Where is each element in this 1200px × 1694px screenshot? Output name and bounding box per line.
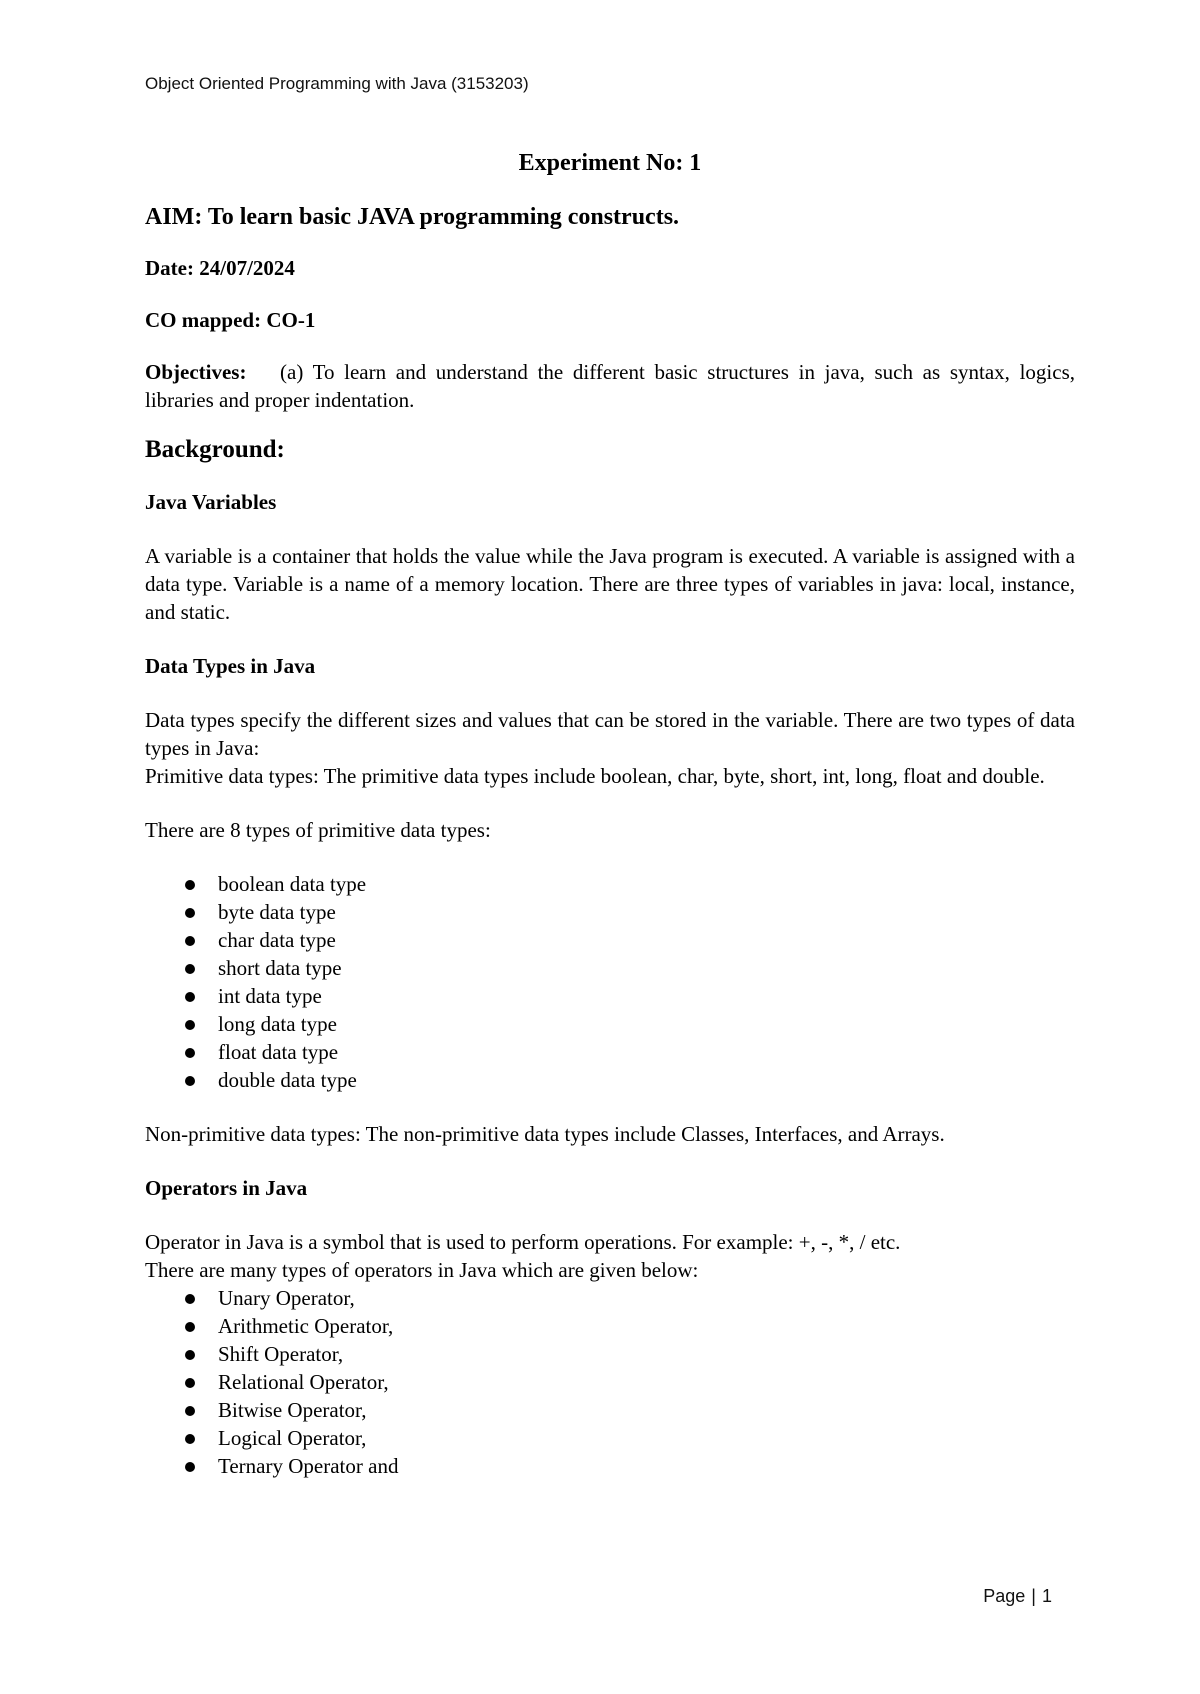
- operators-list: [145, 1284, 1075, 1480]
- bullet-icon: [185, 964, 195, 974]
- list-item: Unary Operator,: [145, 1284, 1075, 1312]
- objectives-text: (a) To learn and understand the different basic structures in java, such as syntax, logics, libraries and proper indentation.: [145, 360, 1075, 412]
- bullet-icon: [185, 992, 195, 1002]
- list-item: Logical Operator,: [145, 1424, 1075, 1452]
- list-item: Shift Operator,: [145, 1340, 1075, 1368]
- bullet-icon: [185, 936, 195, 946]
- primitive-types-list: [145, 870, 1075, 1094]
- bullet-icon: [185, 1462, 195, 1472]
- non-primitive-paragraph: Non-primitive data types: The non-primitive data types include Classes, Interfaces, and Arrays.: [145, 1122, 945, 1146]
- list-item: Ternary Operator and: [145, 1452, 1075, 1480]
- operators-line-2: There are many types of operators in Java which are given below:: [145, 1258, 699, 1282]
- document-body: [145, 148, 1075, 1506]
- bullet-icon: [185, 1322, 195, 1332]
- page-number: 1: [1041, 1586, 1052, 1606]
- primitive-count-text: There are 8 types of primitive data types:: [145, 818, 491, 842]
- list-item: short data type: [145, 954, 1075, 982]
- bullet-icon: [185, 908, 195, 918]
- date-line: [145, 254, 1075, 282]
- date-value: 24/07/2024: [199, 256, 295, 280]
- bullet-icon: [185, 1294, 195, 1304]
- primitive-types-paragraph: Primitive data types: The primitive data types include boolean, char, byte, short, int, long, float and double.: [145, 764, 1045, 788]
- co-mapped-value: CO-1: [266, 308, 316, 332]
- footer-separator: |: [1031, 1586, 1036, 1606]
- objectives-label: Objectives:: [145, 360, 247, 384]
- list-item: int data type: [145, 982, 1075, 1010]
- bullet-icon: [185, 1020, 195, 1030]
- page-footer: [983, 1586, 1052, 1607]
- aim-heading: AIM: To learn basic JAVA programming constructs.: [145, 204, 680, 230]
- bullet-icon: [185, 1076, 195, 1086]
- list-item: Relational Operator,: [145, 1368, 1075, 1396]
- operators-line-1: Operator in Java is a symbol that is used to perform operations. For example: +, -, *, / etc.: [145, 1230, 901, 1254]
- objectives-paragraph: [145, 358, 1075, 414]
- list-item: byte data type: [145, 898, 1075, 926]
- variables-heading: Java Variables: [145, 490, 277, 514]
- list-item: double data type: [145, 1066, 1075, 1094]
- list-item: boolean data type: [145, 870, 1075, 898]
- page-header: Object Oriented Programming with Java (3153203): [145, 74, 529, 93]
- co-mapped-label: CO mapped:: [145, 308, 262, 332]
- bullet-icon: [185, 1434, 195, 1444]
- page-label: Page: [983, 1586, 1026, 1606]
- list-item: Bitwise Operator,: [145, 1396, 1075, 1424]
- bullet-icon: [185, 1350, 195, 1360]
- bullet-icon: [185, 1406, 195, 1416]
- data-types-intro: Data types specify the different sizes and values that can be stored in the variable. There are two types of data types in Java:: [145, 708, 1075, 760]
- list-item: char data type: [145, 926, 1075, 954]
- operators-heading: Operators in Java: [145, 1176, 308, 1200]
- experiment-title: Experiment No: 1: [518, 150, 702, 176]
- list-item: long data type: [145, 1010, 1075, 1038]
- bullet-icon: [185, 1048, 195, 1058]
- co-mapped-line: [145, 306, 1075, 334]
- data-types-heading: Data Types in Java: [145, 654, 316, 678]
- list-item: float data type: [145, 1038, 1075, 1066]
- background-heading: Background:: [145, 436, 285, 463]
- variables-paragraph: A variable is a container that holds the value while the Java program is executed. A variable is assigned with a data type. Variable is a name of a memory location. There are three types of variables in java: local, instance, and static.: [145, 544, 1075, 624]
- date-label: Date:: [145, 256, 194, 280]
- list-item: Arithmetic Operator,: [145, 1312, 1075, 1340]
- bullet-icon: [185, 1378, 195, 1388]
- bullet-icon: [185, 880, 195, 890]
